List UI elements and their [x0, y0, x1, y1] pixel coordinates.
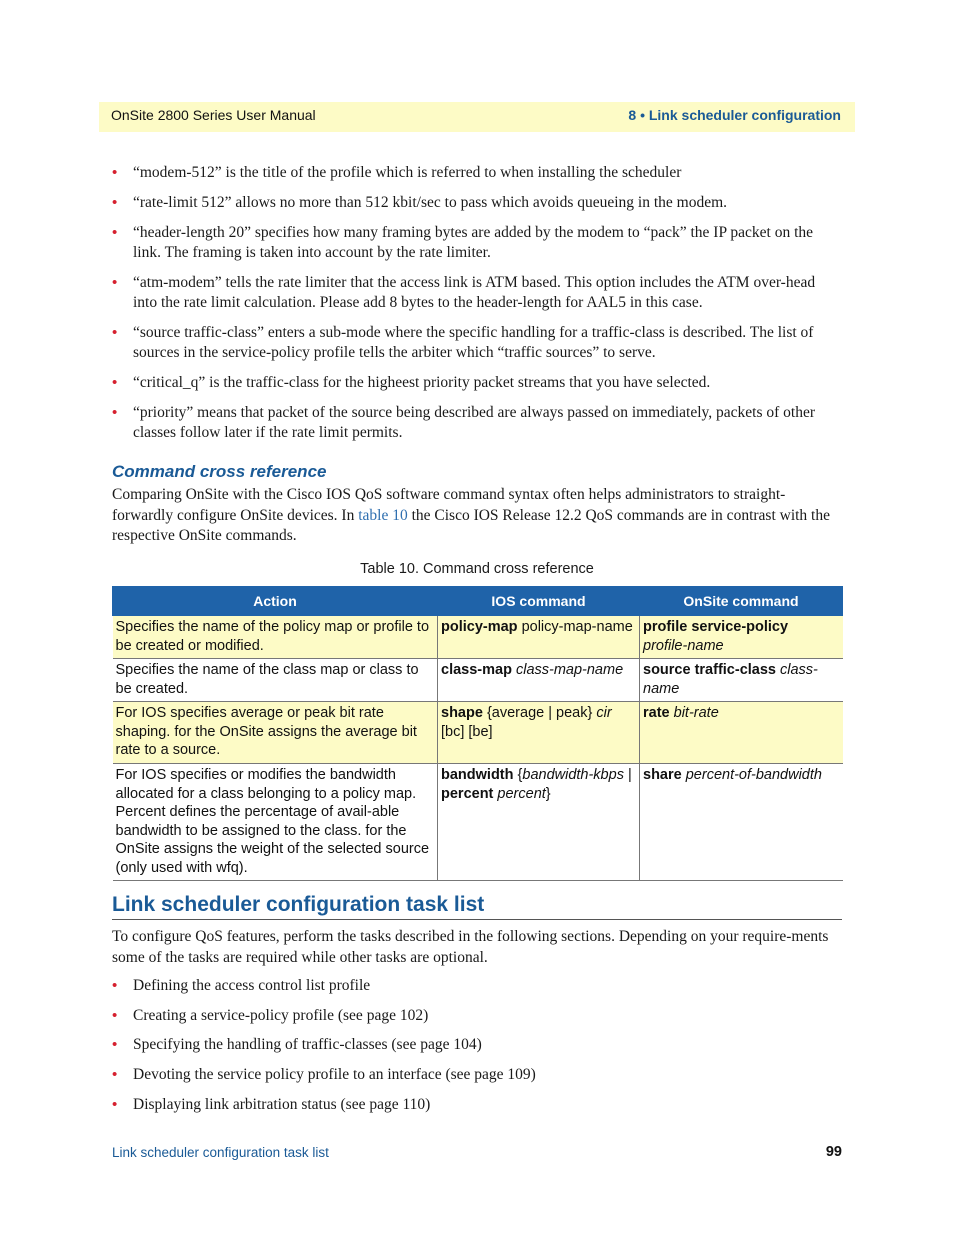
- task-list: [112, 976, 842, 1124]
- task-list-heading: Link scheduler configuration task list: [112, 893, 842, 920]
- list-item: • “critical_q” is the traffic-class for the higheest priority packet streams that you have selected.: [112, 374, 711, 391]
- cross-reference-intro: Comparing OnSite with the Cisco IOS QoS software command syntax often helps administrators to straight-forwardly configure OnSite devices. In table 10 the Cisco IOS Release 12.2 QoS commands are in contrast with the respective OnSite commands.: [112, 486, 830, 544]
- footer-section-title: Link scheduler configuration task list: [112, 1145, 329, 1160]
- task-list-intro: To configure QoS features, perform the tasks described in the following sections. Depending on your require-ments some of the tasks are required while other tasks are optional.: [112, 928, 829, 966]
- column-header-ios-command: IOS command: [438, 587, 640, 616]
- table-row: [113, 659, 843, 702]
- ios-command-cell: bandwidth {bandwidth-kbps | percent percent}: [438, 764, 640, 881]
- list-item[interactable]: • Devoting the service policy profile to an interface (see page 109): [112, 1066, 536, 1084]
- table-row: [113, 702, 843, 764]
- command-cross-reference-table: [112, 586, 843, 881]
- ios-command-cell: shape {average | peak} cir [bc] [be]: [438, 702, 640, 764]
- bullet-icon: •: [112, 374, 118, 391]
- list-item: • “modem-512” is the title of the profile which is referred to when installing the scheduler: [112, 164, 682, 181]
- bullet-icon: •: [112, 224, 118, 241]
- table-row: [113, 764, 843, 881]
- list-item: • “atm-modem” tells the rate limiter that the access link is ATM based. This option includes the ATM over-head into the rate limit calculation. Please add 8 bytes to the header-length for AAL5 in this case.: [112, 274, 816, 311]
- ios-command-cell: class-map class-map-name: [438, 659, 640, 702]
- running-header: [99, 102, 855, 132]
- list-item: • “source traffic-class” enters a sub-mode where the specific handling for a traffic-class is described. The list of sources in the service-policy profile tells the arbiter which “traffic sources” to serve.: [112, 324, 814, 361]
- list-item: • “header-length 20” specifies how many framing bytes are added by the modem to “pack” the IP packet on the link. The framing is taken into account by the rate limiter.: [112, 224, 814, 261]
- page-number: 99: [825, 1144, 842, 1160]
- bullet-icon: •: [112, 1095, 118, 1113]
- onsite-command-cell: profile service-policy profile-name: [640, 616, 843, 659]
- onsite-command-cell: share percent-of-bandwidth: [640, 764, 843, 881]
- table-row: [113, 616, 843, 659]
- action-cell: For IOS specifies average or peak bit rate shaping. for the OnSite assigns the average bit rate to a source.: [113, 702, 438, 764]
- bullet-icon: •: [112, 324, 118, 341]
- column-header-onsite-command: OnSite command: [640, 587, 843, 616]
- list-item: • “priority” means that packet of the source being described are always passed on immediately, packets of other classes follow later if the rate limit permits.: [112, 404, 816, 441]
- action-cell: Specifies the name of the policy map or profile to be created or modified.: [113, 616, 438, 659]
- list-item: • “rate-limit 512” allows no more than 512 kbit/sec to pass which avoids queueing in the modem.: [112, 194, 728, 211]
- bullet-icon: •: [112, 404, 118, 421]
- bullet-icon: •: [112, 1036, 118, 1054]
- ios-command-cell: policy-map policy-map-name: [438, 616, 640, 659]
- list-item[interactable]: • Displaying link arbitration status (see page 110): [112, 1095, 431, 1113]
- profile-explanation-list: [112, 163, 842, 453]
- list-item[interactable]: • Defining the access control list profile: [112, 977, 371, 994]
- action-cell: Specifies the name of the class map or class to be created.: [113, 659, 438, 702]
- cross-reference-heading: Command cross reference: [112, 462, 327, 481]
- table-caption: Table 10. Command cross reference: [360, 561, 594, 577]
- bullet-icon: •: [112, 977, 118, 994]
- bullet-icon: •: [112, 1006, 118, 1024]
- bullet-icon: •: [112, 164, 118, 181]
- table-header-row: [113, 587, 843, 616]
- bullet-icon: •: [112, 274, 118, 291]
- table-10-link[interactable]: table 10: [358, 506, 408, 524]
- column-header-action: Action: [113, 587, 438, 616]
- onsite-command-cell: rate bit-rate: [640, 702, 843, 764]
- list-item[interactable]: • Creating a service-policy profile (see page 102): [112, 1006, 429, 1024]
- manual-title: OnSite 2800 Series User Manual: [111, 107, 316, 123]
- list-item[interactable]: • Specifying the handling of traffic-classes (see page 104): [112, 1036, 482, 1054]
- bullet-icon: •: [112, 194, 118, 211]
- action-cell: For IOS specifies or modifies the bandwidth allocated for a class belonging to a policy map. Percent defines the percentage of avail-able bandwidth to be assigned to the class. for the OnSite assigns the weight of the selected source (only used with wfq).: [113, 764, 438, 881]
- bullet-icon: •: [112, 1066, 118, 1084]
- onsite-command-cell: source traffic-class class-name: [640, 659, 843, 702]
- chapter-title: 8 • Link scheduler configuration: [628, 107, 841, 123]
